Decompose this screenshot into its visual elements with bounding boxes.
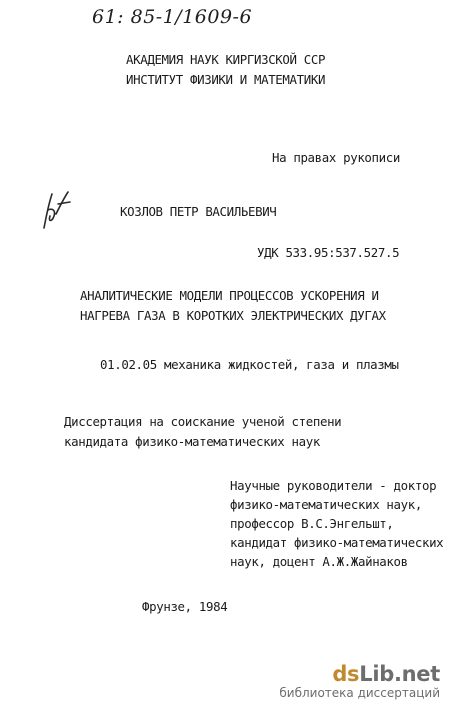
advisors-line-2: физико-математических наук, [230, 497, 422, 512]
author-name: КОЗЛОВ ПЕТР ВАСИЛЬЕВИЧ [120, 204, 277, 219]
advisors-line-1: Научные руководители - доктор [230, 478, 437, 493]
degree-line-1: Диссертация на соискание ученой степени [64, 414, 342, 429]
academy-name: АКАДЕМИЯ НАУК КИРГИЗСКОЙ ССР [126, 52, 326, 67]
dissertation-title-line-2: НАГРЕВА ГАЗА В КОРОТКИХ ЭЛЕКТРИЧЕСКИХ ДУГАХ [80, 308, 386, 323]
city-year: Фрунзе, 1984 [142, 599, 228, 614]
advisors-line-5: наук, доцент А.Ж.Жайнаков [230, 554, 408, 569]
degree-line-2: кандидата физико-математических наук [64, 434, 320, 449]
handwritten-archive-code: 61: 85-1/1609-6 [92, 6, 253, 28]
udc-code: УДК 533.95:537.527.5 [257, 245, 400, 260]
rights-note: На правах рукописи [272, 150, 400, 165]
advisors-line-4: кандидат физико-математических [230, 535, 444, 550]
institute-name: ИНСТИТУТ ФИЗИКИ И МАТЕМАТИКИ [126, 72, 326, 87]
dslib-watermark-logo [279, 662, 440, 701]
advisors-line-3: профессор В.С.Энгельшт, [230, 516, 394, 531]
watermark-brand: dsLib.net [332, 662, 440, 686]
dissertation-title-line-1: АНАЛИТИЧЕСКИЕ МОДЕЛИ ПРОЦЕССОВ УСКОРЕНИЯ И [80, 288, 379, 303]
watermark-tagline: библиотека диссертаций [279, 686, 440, 700]
handwritten-signature-mark [38, 188, 72, 232]
specialty-code: 01.02.05 механика жидкостей, газа и плазмы [100, 357, 399, 372]
